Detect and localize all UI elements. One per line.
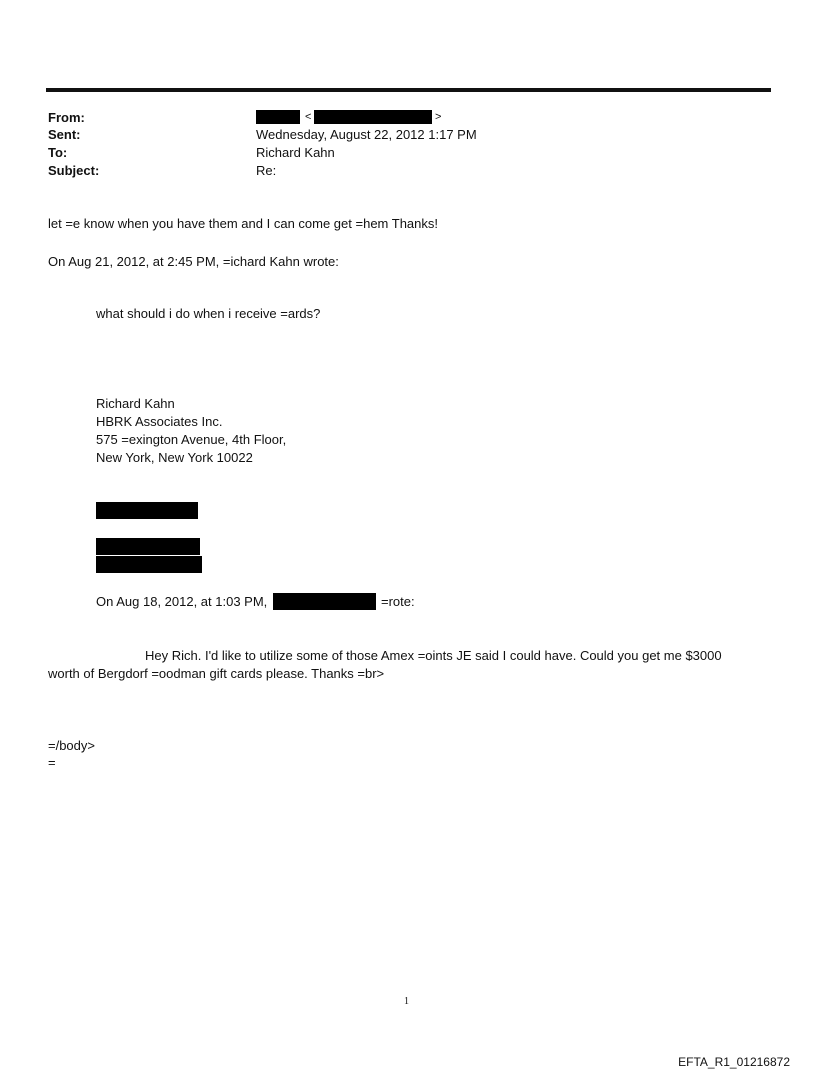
from-lt: < — [305, 111, 312, 123]
from-gt: > — [435, 111, 442, 123]
document-id: EFTA_R1_01216872 — [678, 1055, 790, 1069]
quote1-header: On Aug 21, 2012, at 2:45 PM, =ichard Kahn wrote: — [48, 254, 339, 269]
signature-company: HBRK Associates Inc. — [96, 414, 223, 429]
tail-line-1: =/body> — [48, 738, 95, 753]
signature-city: New York, New York 10022 — [96, 450, 253, 465]
subject-label: Subject: — [48, 163, 100, 178]
sent-label: Sent: — [48, 127, 81, 142]
signature-redaction-3 — [96, 556, 202, 573]
body-line-1: let =e know when you have them and I can come get =hem Thanks! — [48, 216, 438, 231]
to-label: To: — [48, 145, 68, 160]
quote1-text: what should i do when i receive =ards? — [96, 306, 321, 321]
page-number: 1 — [404, 996, 409, 1007]
sent-value: Wednesday, August 22, 2012 1:17 PM — [256, 127, 477, 142]
quote2-header-prefix: On Aug 18, 2012, at 1:03 PM, — [96, 594, 268, 609]
signature-name: Richard Kahn — [96, 396, 175, 411]
signature-redaction-2 — [96, 538, 200, 555]
signature-address: 575 =exington Avenue, 4th Floor, — [96, 432, 287, 447]
quote2-line-1: Hey Rich. I'd like to utilize some of those Amex =oints JE said I could have. Could you get me $3000 — [145, 648, 722, 663]
from-email-redaction — [314, 110, 432, 124]
header-rule — [46, 88, 771, 92]
from-name-redaction — [256, 110, 300, 124]
quote2-line-2: worth of Bergdorf =oodman gift cards please. Thanks =br> — [48, 666, 385, 681]
tail-line-2: = — [48, 755, 56, 770]
from-label: From: — [48, 110, 85, 125]
to-value: Richard Kahn — [256, 145, 335, 160]
subject-value: Re: — [256, 163, 277, 178]
quote2-header-suffix: =rote: — [381, 594, 415, 609]
quote2-sender-redaction — [273, 593, 376, 610]
signature-redaction-1 — [96, 502, 198, 519]
